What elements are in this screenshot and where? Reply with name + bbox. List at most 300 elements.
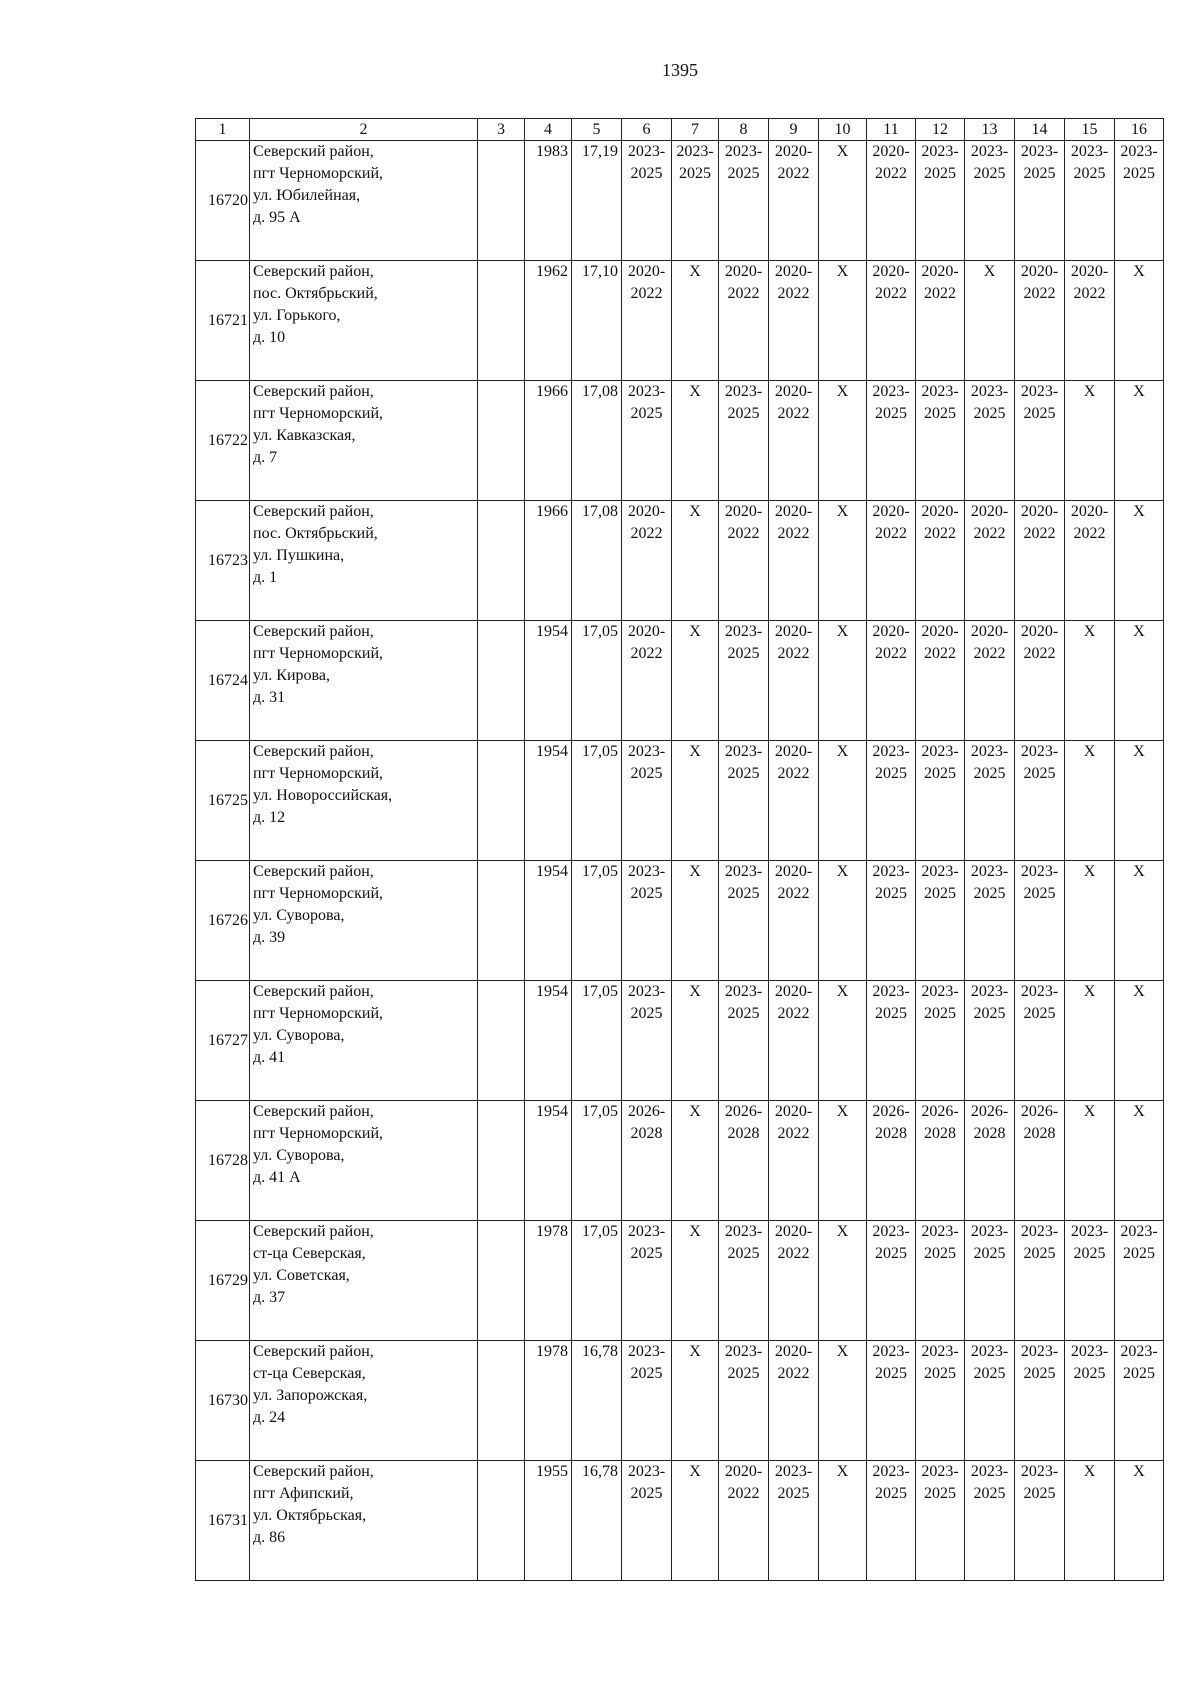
cell-line: 2025: [924, 1365, 956, 1382]
column-number-cell: 4: [525, 119, 572, 141]
period-cell: [1065, 981, 1115, 1101]
column-number-cell: 12: [916, 119, 965, 141]
cell-line: X: [836, 1223, 849, 1240]
period-cell: [965, 141, 1015, 261]
cell-line: 2025: [630, 405, 663, 422]
period-cell: [965, 261, 1015, 381]
cell-line: 2025: [1023, 885, 1056, 902]
address-cell: [250, 1461, 478, 1581]
cell-line: 2022: [777, 765, 810, 782]
cell-line: 2023-: [970, 143, 1009, 160]
cell-line: 2022: [924, 525, 956, 542]
empty-cell: [478, 1341, 525, 1461]
empty-cell: [478, 1101, 525, 1221]
cell-line: 2020-: [774, 263, 813, 280]
cell-line: 2026-: [970, 1103, 1009, 1120]
period-cell: [1115, 381, 1164, 501]
cell-line: X: [1083, 983, 1096, 1000]
value-cell: 16,78: [572, 1461, 622, 1581]
cell-line: 2025: [1023, 165, 1056, 182]
period-cell: [622, 141, 672, 261]
cell-line: Северский район,: [253, 1463, 374, 1480]
period-cell: [1065, 1341, 1115, 1461]
cell-line: 2025: [1073, 1245, 1106, 1262]
period-cell: [1115, 1101, 1164, 1221]
period-cell: [622, 381, 672, 501]
cell-line: 2025: [924, 1245, 956, 1262]
cell-line: 2025: [727, 1365, 760, 1382]
cell-line: 2025: [727, 165, 760, 182]
cell-line: пгт Черноморский,: [253, 165, 383, 182]
cell-line: д. 31: [253, 689, 286, 706]
address-cell: [250, 741, 478, 861]
row-number-cell: 16725: [196, 741, 250, 861]
address-cell: [250, 1221, 478, 1341]
row-number-cell: 16727: [196, 981, 250, 1101]
cell-line: X: [1083, 383, 1096, 400]
cell-line: 2023-: [774, 1463, 813, 1480]
cell-line: 2022: [727, 525, 760, 542]
cell-line: 2023-: [1020, 1463, 1059, 1480]
value-cell: 17,05: [572, 621, 622, 741]
period-cell: [867, 1221, 916, 1341]
cell-line: 2022: [630, 645, 663, 662]
period-cell: [719, 1221, 769, 1341]
period-cell: [1115, 1461, 1164, 1581]
period-cell: [819, 1101, 867, 1221]
value-cell: 17,08: [572, 381, 622, 501]
cell-line: 2023-: [970, 1343, 1009, 1360]
cell-line: 2025: [727, 645, 760, 662]
address-cell: [250, 1101, 478, 1221]
cell-line: X: [1133, 503, 1145, 520]
cell-line: 2022: [777, 165, 810, 182]
period-cell: [1015, 141, 1065, 261]
cell-line: ст-ца Северская,: [253, 1365, 366, 1382]
cell-line: 2025: [875, 885, 907, 902]
cell-line: 2026-: [872, 1103, 910, 1120]
period-cell: [916, 381, 965, 501]
row-number-cell: 16720: [196, 141, 250, 261]
cell-line: 2025: [973, 1245, 1006, 1262]
cell-line: 2025: [1023, 1485, 1056, 1502]
period-cell: [1065, 261, 1115, 381]
cell-line: 2025: [924, 1005, 956, 1022]
table-row: [196, 1101, 1164, 1221]
period-cell: [965, 1221, 1015, 1341]
period-cell: [916, 1101, 965, 1221]
cell-line: ул. Пушкина,: [253, 547, 345, 564]
cell-line: 2025: [1123, 1365, 1155, 1382]
cell-line: X: [836, 983, 849, 1000]
table-row: [196, 1341, 1164, 1461]
period-cell: [672, 741, 719, 861]
cell-line: 2023-: [1070, 1343, 1109, 1360]
table-row: [196, 741, 1164, 861]
empty-cell: [478, 1221, 525, 1341]
cell-line: 2022: [777, 1005, 810, 1022]
period-cell: [867, 141, 916, 261]
period-cell: [1065, 501, 1115, 621]
cell-line: 2023-: [1070, 1223, 1109, 1240]
cell-line: 2025: [973, 405, 1006, 422]
column-number-cell: 10: [819, 119, 867, 141]
cell-line: 2028: [875, 1125, 907, 1142]
cell-line: 2020-: [627, 623, 666, 640]
period-cell: [819, 621, 867, 741]
cell-line: X: [836, 1463, 849, 1480]
cell-line: 2020-: [774, 1103, 813, 1120]
cell-line: 2020-: [872, 623, 910, 640]
cell-line: 2022: [630, 525, 663, 542]
period-cell: [916, 981, 965, 1101]
period-cell: [867, 381, 916, 501]
cell-line: 2023-: [872, 383, 910, 400]
cell-line: 2023-: [970, 743, 1009, 760]
period-cell: [965, 861, 1015, 981]
column-number-cell: 6: [622, 119, 672, 141]
cell-line: X: [1083, 1463, 1096, 1480]
cell-line: 2025: [630, 1365, 663, 1382]
period-cell: [1115, 261, 1164, 381]
cell-line: X: [836, 263, 849, 280]
cell-line: 2023-: [724, 743, 763, 760]
address-cell: [250, 981, 478, 1101]
column-number-cell: 16: [1115, 119, 1164, 141]
cell-line: 2020-: [921, 263, 959, 280]
row-number-cell: 16724: [196, 621, 250, 741]
value-cell: 17,05: [572, 1221, 622, 1341]
period-cell: [819, 261, 867, 381]
column-number-cell: 3: [478, 119, 525, 141]
empty-cell: [478, 741, 525, 861]
period-cell: [719, 1101, 769, 1221]
period-cell: [867, 861, 916, 981]
period-cell: [719, 861, 769, 981]
cell-line: 2023-: [627, 143, 666, 160]
period-cell: [867, 1101, 916, 1221]
cell-line: д. 41: [253, 1049, 286, 1066]
cell-line: 2023-: [872, 1343, 910, 1360]
cell-line: 2020-: [872, 263, 910, 280]
cell-line: 2025: [630, 1245, 663, 1262]
cell-line: 2022: [777, 645, 810, 662]
period-cell: [769, 261, 819, 381]
cell-line: 2023-: [1120, 143, 1158, 160]
cell-line: 2022: [924, 645, 956, 662]
cell-line: д. 86: [253, 1529, 286, 1546]
period-cell: [1115, 501, 1164, 621]
cell-line: X: [689, 863, 701, 880]
period-cell: [672, 1101, 719, 1221]
row-number-cell: 16721: [196, 261, 250, 381]
cell-line: 2020-: [921, 503, 959, 520]
cell-line: 2025: [924, 885, 956, 902]
cell-line: 2022: [973, 645, 1006, 662]
period-cell: [916, 1221, 965, 1341]
cell-line: 2025: [973, 765, 1006, 782]
cell-line: 2025: [630, 885, 663, 902]
cell-line: 2025: [630, 165, 663, 182]
period-cell: [719, 621, 769, 741]
table-row: [196, 1221, 1164, 1341]
cell-line: 2022: [1023, 525, 1056, 542]
cell-line: 2022: [630, 285, 663, 302]
cell-line: д. 39: [253, 929, 286, 946]
cell-line: Северский район,: [253, 743, 374, 760]
cell-line: 2028: [973, 1125, 1006, 1142]
period-cell: [719, 261, 769, 381]
page-number: 1395: [662, 60, 698, 80]
period-cell: [769, 381, 819, 501]
period-cell: [769, 741, 819, 861]
cell-line: 2023-: [1120, 1223, 1158, 1240]
cell-line: пгт Черноморский,: [253, 1005, 383, 1022]
cell-line: 2020-: [724, 1463, 763, 1480]
period-cell: [867, 501, 916, 621]
period-cell: [769, 501, 819, 621]
year-cell: 1962: [525, 261, 572, 381]
cell-line: Северский район,: [253, 503, 374, 520]
cell-line: X: [689, 1103, 701, 1120]
cell-line: пгт Черноморский,: [253, 765, 383, 782]
cell-line: X: [689, 623, 701, 640]
period-cell: [819, 381, 867, 501]
value-cell: 17,05: [572, 981, 622, 1101]
cell-line: 2025: [924, 1485, 956, 1502]
column-number-cell: 14: [1015, 119, 1065, 141]
cell-line: 2020-: [774, 1223, 813, 1240]
cell-line: X: [1133, 383, 1145, 400]
cell-line: 2025: [924, 165, 956, 182]
cell-line: X: [689, 1463, 701, 1480]
cell-line: 2025: [924, 405, 956, 422]
cell-line: ул. Горького,: [253, 307, 341, 324]
cell-line: 2025: [875, 405, 907, 422]
cell-line: Северский район,: [253, 863, 374, 880]
cell-line: X: [836, 1103, 849, 1120]
cell-line: 2025: [973, 885, 1006, 902]
cell-line: 2025: [924, 765, 956, 782]
cell-line: 2023-: [921, 1463, 959, 1480]
period-cell: [916, 1461, 965, 1581]
cell-line: 2020-: [1020, 263, 1059, 280]
cell-line: 2023-: [921, 143, 959, 160]
period-cell: [965, 621, 1015, 741]
cell-line: 2023-: [1020, 983, 1059, 1000]
cell-line: X: [836, 383, 849, 400]
cell-line: 2020-: [774, 1343, 813, 1360]
cell-line: 2022: [1023, 285, 1056, 302]
cell-line: 2022: [777, 885, 810, 902]
cell-line: X: [1133, 983, 1145, 1000]
cell-line: 2026-: [724, 1103, 763, 1120]
cell-line: пгт Черноморский,: [253, 885, 383, 902]
cell-line: X: [1083, 743, 1096, 760]
period-cell: [916, 141, 965, 261]
period-cell: [965, 981, 1015, 1101]
period-cell: [1065, 1461, 1115, 1581]
cell-line: 2023-: [872, 863, 910, 880]
cell-line: 2025: [630, 1005, 663, 1022]
period-cell: [622, 261, 672, 381]
cell-line: ст-ца Северская,: [253, 1245, 366, 1262]
cell-line: пгт Черноморский,: [253, 405, 383, 422]
cell-line: 2020-: [774, 503, 813, 520]
period-cell: [867, 741, 916, 861]
cell-line: 2022: [727, 285, 760, 302]
cell-line: 2023-: [1020, 383, 1059, 400]
period-cell: [1065, 621, 1115, 741]
cell-line: 2023-: [1020, 1223, 1059, 1240]
cell-line: 2020-: [970, 503, 1009, 520]
period-cell: [965, 1461, 1015, 1581]
cell-line: 2023-: [627, 983, 666, 1000]
period-cell: [719, 981, 769, 1101]
period-cell: [819, 981, 867, 1101]
period-cell: [622, 861, 672, 981]
housing-table: [195, 118, 1164, 1581]
period-cell: [769, 1461, 819, 1581]
row-number-cell: 16726: [196, 861, 250, 981]
period-cell: [1065, 141, 1115, 261]
period-cell: [1015, 981, 1065, 1101]
period-cell: [1015, 861, 1065, 981]
cell-line: X: [1133, 263, 1145, 280]
period-cell: [672, 261, 719, 381]
column-number-cell: 9: [769, 119, 819, 141]
cell-line: X: [836, 503, 849, 520]
period-cell: [672, 1461, 719, 1581]
empty-cell: [478, 1461, 525, 1581]
cell-line: X: [1083, 623, 1096, 640]
cell-line: пгт Черноморский,: [253, 645, 383, 662]
cell-line: ул. Запорожская,: [253, 1387, 368, 1404]
cell-line: 2023-: [872, 983, 910, 1000]
cell-line: 2025: [1123, 1245, 1155, 1262]
period-cell: [965, 501, 1015, 621]
table-row: [196, 861, 1164, 981]
period-cell: [867, 261, 916, 381]
period-cell: [867, 1461, 916, 1581]
cell-line: 2023-: [1070, 143, 1109, 160]
cell-line: ул. Кирова,: [253, 667, 330, 684]
cell-line: Северский район,: [253, 143, 374, 160]
cell-line: 2022: [875, 285, 907, 302]
cell-line: 2020-: [627, 503, 666, 520]
period-cell: [1065, 381, 1115, 501]
empty-cell: [478, 261, 525, 381]
cell-line: 2023-: [724, 1223, 763, 1240]
cell-line: д. 41 А: [253, 1169, 301, 1186]
table-row: [196, 381, 1164, 501]
cell-line: X: [1133, 863, 1145, 880]
year-cell: 1966: [525, 381, 572, 501]
cell-line: X: [1133, 1463, 1145, 1480]
cell-line: 2020-: [1020, 623, 1059, 640]
cell-line: 2023-: [724, 1343, 763, 1360]
cell-line: Северский район,: [253, 623, 374, 640]
empty-cell: [478, 381, 525, 501]
period-cell: [1015, 741, 1065, 861]
cell-line: 2020-: [724, 263, 763, 280]
period-cell: [769, 1341, 819, 1461]
cell-line: 2023-: [921, 1343, 959, 1360]
cell-line: 2022: [777, 1245, 810, 1262]
cell-line: ул. Суворова,: [253, 907, 345, 924]
cell-line: 2025: [973, 1005, 1006, 1022]
column-number-cell: 13: [965, 119, 1015, 141]
cell-line: 2025: [1023, 405, 1056, 422]
year-cell: 1978: [525, 1221, 572, 1341]
period-cell: [867, 1341, 916, 1461]
table-row: [196, 981, 1164, 1101]
cell-line: 2020-: [774, 143, 813, 160]
cell-line: 2022: [875, 645, 907, 662]
period-cell: [622, 1341, 672, 1461]
cell-line: X: [1133, 743, 1145, 760]
period-cell: [769, 1101, 819, 1221]
period-cell: [819, 861, 867, 981]
period-cell: [965, 1341, 1015, 1461]
cell-line: 2023-: [921, 983, 959, 1000]
cell-line: 2023-: [921, 743, 959, 760]
cell-line: ул. Суворова,: [253, 1147, 345, 1164]
cell-line: ул. Советская,: [253, 1267, 350, 1284]
year-cell: 1954: [525, 861, 572, 981]
cell-line: 2022: [1023, 645, 1056, 662]
cell-line: X: [689, 1343, 701, 1360]
cell-line: Северский район,: [253, 1103, 374, 1120]
cell-line: 2020-: [774, 383, 813, 400]
period-cell: [1015, 1101, 1065, 1221]
period-cell: [622, 741, 672, 861]
year-cell: 1955: [525, 1461, 572, 1581]
cell-line: 2025: [973, 165, 1006, 182]
period-cell: [965, 381, 1015, 501]
cell-line: 2023-: [970, 1463, 1009, 1480]
year-cell: 1983: [525, 141, 572, 261]
cell-line: д. 1: [253, 569, 278, 586]
cell-line: 2022: [777, 285, 810, 302]
cell-line: X: [1083, 863, 1096, 880]
period-cell: [769, 141, 819, 261]
cell-line: 2020-: [872, 143, 910, 160]
address-cell: [250, 861, 478, 981]
period-cell: [916, 1341, 965, 1461]
period-cell: [769, 1221, 819, 1341]
period-cell: [916, 861, 965, 981]
year-cell: 1954: [525, 981, 572, 1101]
cell-line: 2028: [1023, 1125, 1056, 1142]
period-cell: [1015, 621, 1065, 741]
cell-line: 2025: [1123, 165, 1155, 182]
cell-line: X: [1133, 1103, 1145, 1120]
cell-line: X: [1133, 623, 1145, 640]
address-cell: [250, 261, 478, 381]
cell-line: 2025: [727, 405, 760, 422]
period-cell: [769, 981, 819, 1101]
cell-line: 2023-: [1120, 1343, 1158, 1360]
year-cell: 1954: [525, 621, 572, 741]
period-cell: [719, 741, 769, 861]
cell-line: 2025: [973, 1365, 1006, 1382]
year-cell: 1954: [525, 741, 572, 861]
period-cell: [672, 141, 719, 261]
period-cell: [672, 981, 719, 1101]
row-number-cell: 16731: [196, 1461, 250, 1581]
cell-line: 2025: [630, 765, 663, 782]
